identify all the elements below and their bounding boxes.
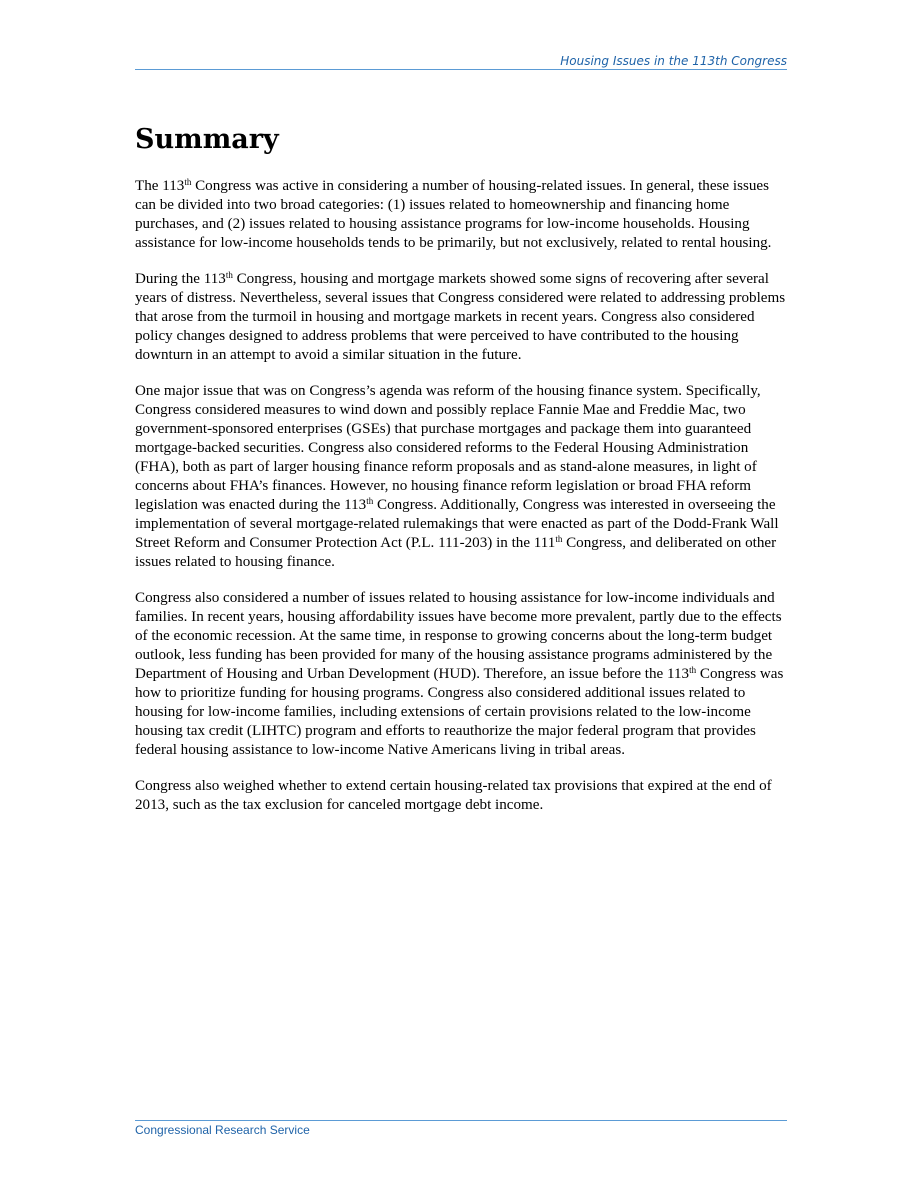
paragraph-5-text-a: Congress also weighed whether to extend certain housing-related tax provisions that expired at the end of 2013, such as the tax exclusion for canceled mortgage debt income. xyxy=(135,778,772,813)
ordinal-suffix: th xyxy=(366,496,374,506)
paragraph-2-text-b: Congress, housing and mortgage markets showed some signs of recovering after several years of distress. Nevertheless, several issues that Congress considered were related to addressing problems that arose from the turmoil in housing and mortgage markets in recent years. Congress also considered policy changes designed to address problems that were perceived to have contributed to the housing downturn in an attempt to avoid a similar situation in the future. xyxy=(135,271,786,363)
paragraph-1-text-a: The 113 xyxy=(135,178,185,194)
paragraph-1 xyxy=(135,177,787,253)
ordinal-suffix: th xyxy=(689,665,697,675)
running-header: Housing Issues in the 113th Congress xyxy=(560,54,787,68)
paragraph-3-text-a: One major issue that was on Congress’s agenda was reform of the housing finance system. Specifically, Congress considered measures to wind down and possibly replace Fannie Mae and Freddie Mac, two government-sponsored enterprises (GSEs) that purchase mortgages and package them into guaranteed mortgage-backed securities. Congress also considered reforms to the Federal Housing Administration (FHA), both as part of larger housing finance reform proposals and as stand-alone measures, in light of concerns about FHA’s finances. However, no housing finance reform legislation or broad FHA reform legislation was enacted during the 113 xyxy=(135,383,761,513)
ordinal-suffix: th xyxy=(184,177,192,187)
paragraph-4-text-b: Congress was how to prioritize funding for housing programs. Congress also considered additional issues related to housing for low-income families, including extensions of certain provisions related to the low-income housing tax credit (LIHTC) program and efforts to reauthorize the major federal program that provides federal housing assistance to low-income Native Americans living in tribal areas. xyxy=(135,666,784,758)
ordinal-suffix: th xyxy=(555,534,563,544)
paragraph-3 xyxy=(135,382,787,572)
paragraph-4-text-a: Congress also considered a number of issues related to housing assistance for low-income individuals and families. In recent years, housing affordability issues have become more prevalent, partly due to the effects of the economic recession. At the same time, in response to growing concerns about the long-term budget outlook, less funding has been provided for many of the housing assistance programs administered by the Department of Housing and Urban Development (HUD). Therefore, an issue before the 113 xyxy=(135,590,782,682)
header-rule xyxy=(135,69,787,70)
page-title: Summary xyxy=(135,124,279,155)
paragraph-2 xyxy=(135,270,787,365)
footer-rule xyxy=(135,1120,787,1121)
paragraph-5 xyxy=(135,777,787,815)
summary-body xyxy=(135,177,787,832)
paragraph-3-text-b: Congress. Additionally, Congress was interested in overseeing the implementation of several mortgage-related rulemakings that were enacted as part of the Dodd-Frank Wall Street Reform and Consumer Protection Act (P.L. 111-203) in the 111 xyxy=(135,497,779,551)
ordinal-suffix: th xyxy=(225,270,233,280)
paragraph-4 xyxy=(135,589,787,760)
paragraph-1-text-b: Congress was active in considering a number of housing-related issues. In general, these issues can be divided into two broad categories: (1) issues related to homeownership and financing home purchases, and (2) issues related to housing assistance programs for low-income households. Housing assistance for low-income households tends to be primarily, but not exclusively, related to rental housing. xyxy=(135,178,772,251)
paragraph-3-text-c: Congress, and deliberated on other issues related to housing finance. xyxy=(135,535,777,570)
footer-publisher: Congressional Research Service xyxy=(135,1123,310,1137)
paragraph-2-text-a: During the 113 xyxy=(135,271,226,287)
